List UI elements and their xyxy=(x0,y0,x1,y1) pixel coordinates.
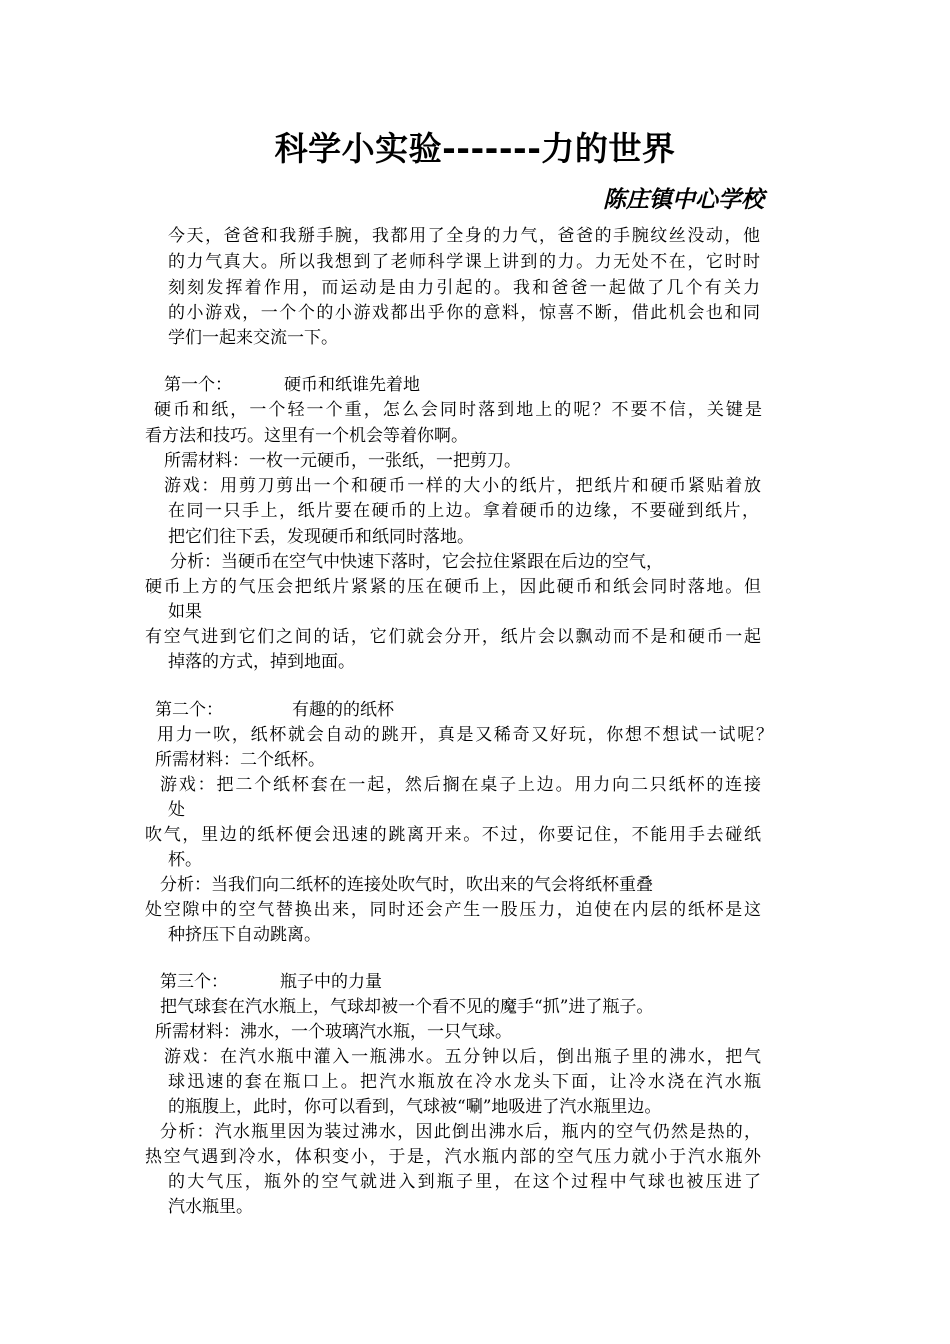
section2-label: 第二个： xyxy=(155,700,223,720)
section2-line: 游戏：把二个纸杯套在一起，然后搁在桌子上边。用力向二只纸杯的连接 xyxy=(160,775,761,795)
intro-line: 刻刻发挥着作用，而运动是由力引起的。我和爸爸一起做了几个有关力 xyxy=(168,278,760,298)
section2-analysis: 分析：当我们向二纸杯的连接处吹气时，吹出来的气会将纸杯重叠 xyxy=(160,875,653,895)
section3-line: 热空气遇到冷水，体积变小，于是，汽水瓶内部的空气压力就小于汽水瓶外 xyxy=(145,1147,761,1167)
section2-line: 杯。 xyxy=(168,850,202,870)
section2-line: 处 xyxy=(168,800,185,820)
section1-line: 看方法和技巧。这里有一个机会等着你啊。 xyxy=(145,426,468,446)
section3-heading: 瓶子中的力量 xyxy=(280,972,382,992)
section3-label: 第三个： xyxy=(160,972,228,992)
section3-analysis: 分析：汽水瓶里因为装过沸水，因此倒出沸水后，瓶内的空气仍然是热的， xyxy=(160,1122,761,1142)
section3-line: 汽水瓶里。 xyxy=(168,1197,253,1217)
intro-line: 的力气真大。所以我想到了老师科学课上讲到的力。力无处不在，它时时 xyxy=(168,252,760,272)
section1-line: 把它们往下丢，发现硬币和纸同时落地。 xyxy=(168,527,474,547)
section1-line: 硬币和纸，一个轻一个重，怎么会同时落到地上的呢？不要不信，关键是 xyxy=(154,400,762,420)
section1-heading: 硬币和纸谁先着地 xyxy=(284,375,420,395)
page-title: 科学小实验-------力的世界 xyxy=(274,129,676,168)
section3-line: 的瓶腹上，此时，你可以看到，气球被“唰”地吸进了汽水瓶里边。 xyxy=(168,1097,662,1117)
section3-line: 把气球套在汽水瓶上，气球却被一个看不见的魔手“抓”进了瓶子。 xyxy=(160,997,654,1017)
section1-line: 如果 xyxy=(168,602,202,622)
school-name: 陈庄镇中心学校 xyxy=(603,187,764,213)
section3-line: 游戏：在汽水瓶中灌入一瓶沸水。五分钟以后，倒出瓶子里的沸水，把气 xyxy=(164,1047,761,1067)
intro-line: 今天，爸爸和我掰手腕，我都用了全身的力气，爸爸的手腕纹丝没动，他 xyxy=(168,226,760,246)
section1-materials: 所需材料：一枚一元硬币，一张纸，一把剪刀。 xyxy=(164,451,521,471)
section2-line: 处空隙中的空气替换出来，同时还会产生一股压力，迫使在内层的纸杯是这 xyxy=(145,900,761,920)
section1-label: 第一个： xyxy=(164,375,232,395)
section1-analysis: 分析：当硬币在空气中快速下落时，它会拉住紧跟在后边的空气， xyxy=(170,552,663,572)
intro-line: 学们一起来交流一下。 xyxy=(168,328,338,348)
section2-line: 种挤压下自动跳离。 xyxy=(168,925,321,945)
section2-line: 吹气，里边的纸杯便会迅速的跳离开来。不过，你要记住，不能用手去碰纸 xyxy=(145,825,761,845)
section1-line: 硬币上方的气压会把纸片紧紧的压在硬币上，因此硬币和纸会同时落地。但 xyxy=(145,577,761,597)
section1-line: 游戏：用剪刀剪出一个和硬币一样的大小的纸片，把纸片和硬币紧贴着放 xyxy=(164,476,761,496)
section1-line: 掉落的方式，掉到地面。 xyxy=(168,652,355,672)
section2-line: 用力一吹，纸杯就会自动的跳开，真是又稀奇又好玩，你想不想试一试呢？ xyxy=(157,725,773,745)
section1-line: 有空气进到它们之间的话，它们就会分开，纸片会以飘动而不是和硬币一起 xyxy=(145,627,761,647)
section1-line: 在同一只手上，纸片要在硬币的上边。拿着硬币的边缘，不要碰到纸片， xyxy=(168,501,759,521)
section2-materials: 所需材料：二个纸杯。 xyxy=(155,750,325,770)
section3-line: 球迅速的套在瓶口上。把汽水瓶放在冷水龙头下面，让冷水浇在汽水瓶 xyxy=(168,1072,761,1092)
section3-materials: 所需材料：沸水，一个玻璃汽水瓶，一只气球。 xyxy=(155,1022,512,1042)
intro-line: 的小游戏，一个个的小游戏都出乎你的意料，惊喜不断，借此机会也和同 xyxy=(168,303,760,323)
section2-heading: 有趣的的纸杯 xyxy=(292,700,394,720)
section3-line: 的大气压，瓶外的空气就进入到瓶子里，在这个过程中气球也被压进了 xyxy=(168,1172,761,1192)
